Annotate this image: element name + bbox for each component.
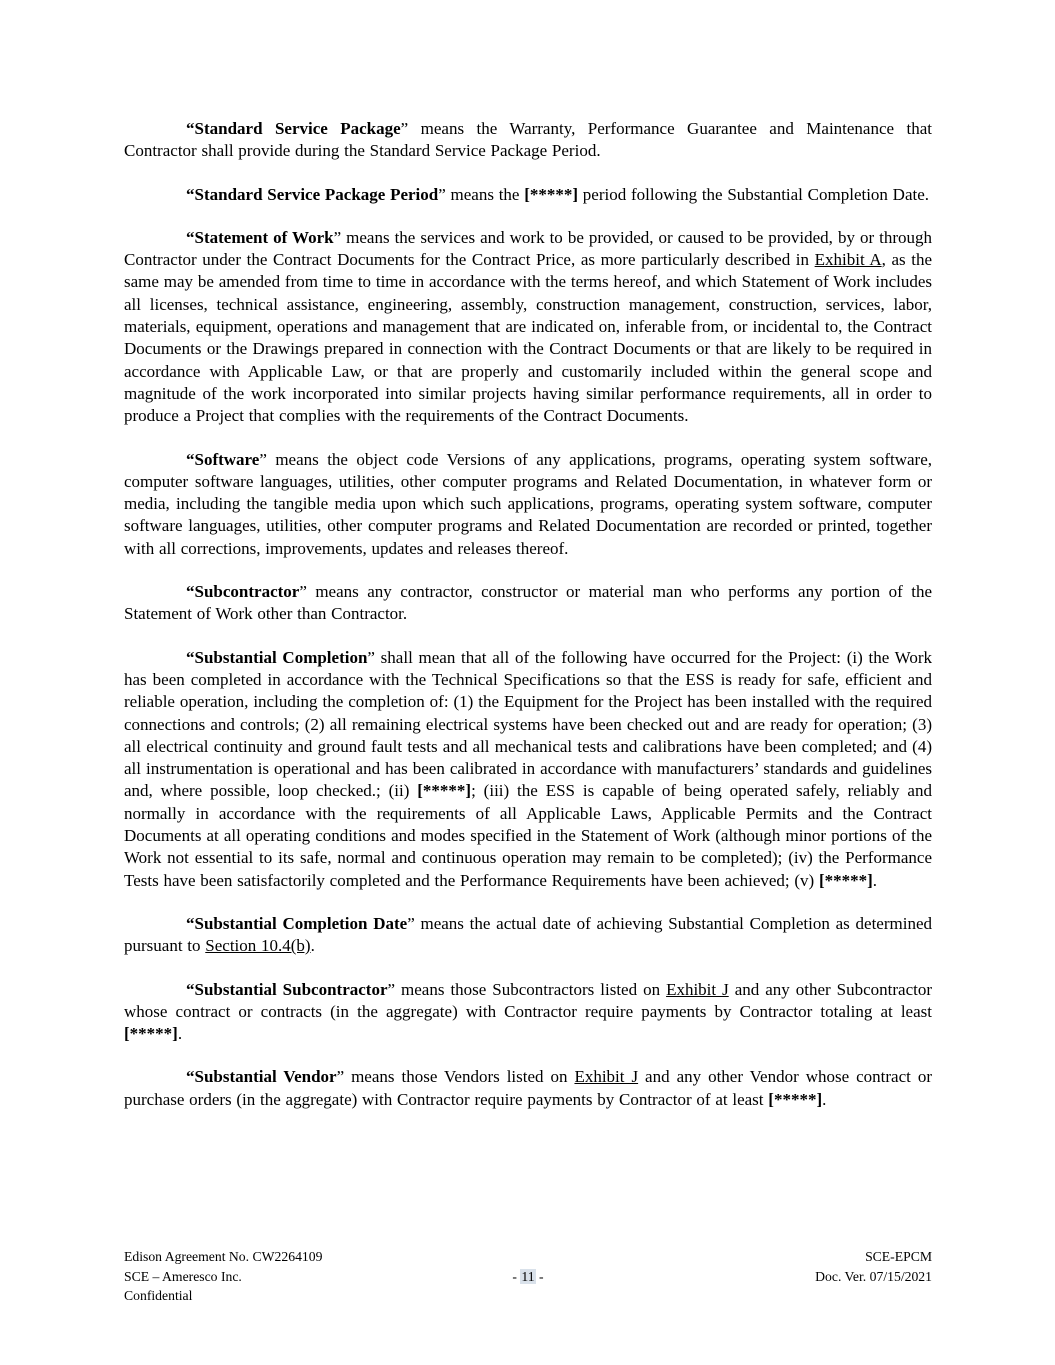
page-number-suffix: - xyxy=(535,1268,544,1284)
definition-standard-service-package: “Standard Service Package” means the Warranty, Performance Guarantee and Maintenance that Contractor shall provide during the Standard Service Package Period. xyxy=(124,119,932,161)
footer-doc-version: Doc. Ver. 07/15/2021 xyxy=(815,1268,932,1284)
definition-subcontractor: “Subcontractor” means any contractor, constructor or material man who performs any portion of the Statement of Work other than Contractor. xyxy=(124,582,932,624)
page-number-prefix: - xyxy=(512,1268,521,1284)
footer-doc-type: SCE-EPCM xyxy=(865,1249,932,1264)
footer-right-block xyxy=(544,1247,932,1286)
definition-software: “Software” means the object code Versions of any applications, programs, operating system software, computer software languages, utilities, other computer programs and Related Documentation, in whatever form or media, including the tangible media upon which such applications, programs, operating system software, computer software languages, utilities, other computer programs and Related Documentation are recorded or printed, together with all corrections, improvements, updates and releases thereof. xyxy=(124,449,932,558)
definition-statement-of-work: “Statement of Work” means the services and work to be provided, or caused to be provided, by or through Contractor under the Contract Documents for the Contract Price, as more particularly described in Exhibit A, as the same may be amended from time to time in accordance with the terms hereof, and which Statement of Work includes all licenses, technical assistance, engineering, assembly, construction management, construction, services, labor, materials, equipment, operations and management that are indicated on, inferable from, or incidental to, the Contract Documents or the Drawings prepared in connection with the Contract Documents or that are likely to be required in accordance with Applicable Law, or that are properly and customarily included within the general scope and magnitude of the work incorporated into similar projects having similar performance requirements, all in order to produce a Project that complies with the requirements of the Contract Documents. xyxy=(124,227,932,426)
footer-left-block xyxy=(124,1247,512,1306)
definition-substantial-subcontractor: “Substantial Subcontractor” means those Subcontractors listed on Exhibit J and any other Subcontractor whose contract or contracts (in the aggregate) with Contractor require payments by Contractor totaling at least [*****]. xyxy=(124,979,933,1044)
definition-standard-service-package-period: “Standard Service Package Period” means the [*****] period following the Substantial Completion Date. xyxy=(186,184,930,204)
page-number xyxy=(512,1247,543,1286)
footer-agreement-number: Edison Agreement No. CW2264109 xyxy=(124,1249,323,1264)
definition-substantial-vendor: “Substantial Vendor” means those Vendors listed on Exhibit J and any other Vendor whose contract or purchase orders (in the aggregate) with Contractor require payments by Contractor of at least [*****]. xyxy=(124,1067,932,1109)
definition-substantial-completion-date: “Substantial Completion Date” means the actual date of achieving Substantial Completion as determined pursuant to Section 10.4(b). xyxy=(124,913,933,956)
footer-confidential-label: Confidential xyxy=(124,1288,193,1304)
page-footer xyxy=(124,1247,932,1306)
footer-parties: SCE – Ameresco Inc. xyxy=(124,1268,242,1284)
page-number-value: 11 xyxy=(521,1268,535,1284)
definition-substantial-completion: “Substantial Completion” shall mean that all of the following have occurred for the Project: (i) the Work has been completed in accordance with the Technical Specifications so that the ESS is ready for safe, efficient and reliable operation, including the completion of: (1) the Equipment for the Project has been installed with the required connections and controls; (2) all remaining electrical systems have been checked out and are ready for operation; (3) all electrical continuity and ground fault tests and all mechanical tests and calibrations have been completed; and (4) all instrumentation is operational and has been calibrated in accordance with manufacturers’ standards and guidelines and, where possible, loop checked.; (ii) [*****]; (iii) the ESS is capable of being operated safely, reliably and normally in accordance with the requirements of all Applicable Laws, Applicable Permits and the Contract Documents at all operating conditions and modes specified in the Statement of Work (although minor portions of the Work not essential to its safe, normal and continuous operation may remain to be completed); (iv) the Performance Tests have been satisfactorily completed and the Performance Requirements have been achieved; (v) [*****]. xyxy=(124,647,932,890)
document-body xyxy=(124,118,932,1111)
